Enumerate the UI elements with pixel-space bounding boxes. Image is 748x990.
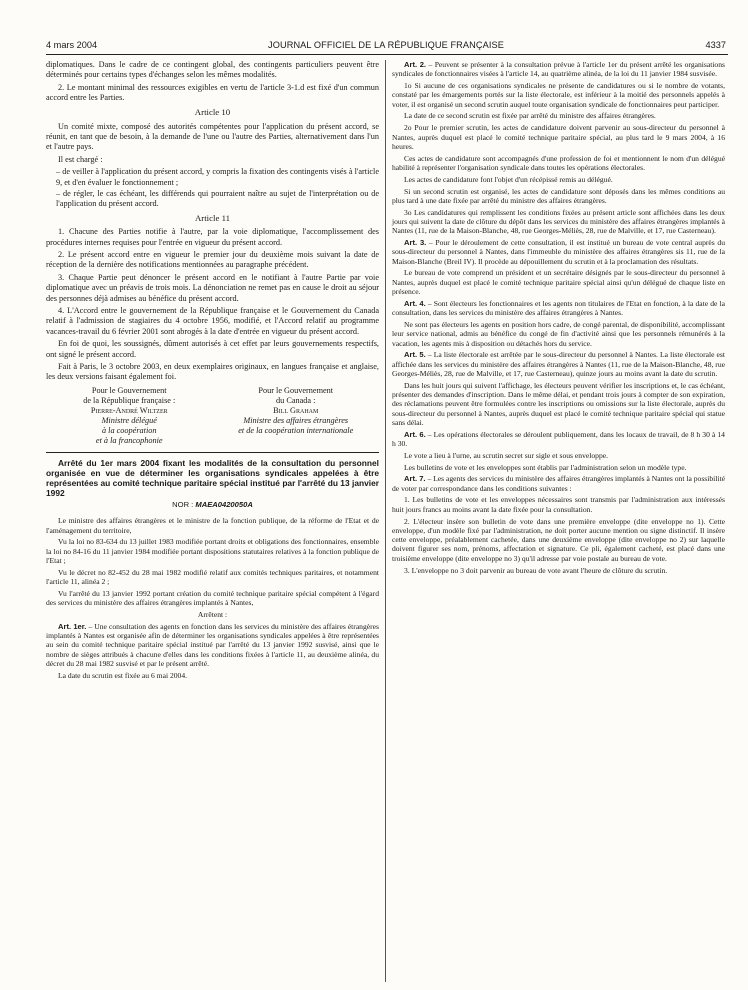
nor-label: NOR : — [172, 500, 194, 510]
article-text: – Sont électeurs les fonctionnaires et les agents non titulaires de l'Etat en fonction, à la date de la consultation, dans les services du ministère des affaires étrangères à Nantes. — [392, 298, 725, 318]
paragraph: 2. Le montant minimal des ressources exigibles en vertu de l'article 3-1.d est fixé d'un commun accord entre les Parties. — [46, 82, 379, 103]
arrete-title: Arrêté du 1er mars 2004 fixant les modalités de la consultation du personnel organisée en vue de déterminer les organisations syndicales appelées à être représentées au comité technique paritaire spécial institué par l'arrêté du 13 janvier 1992 — [46, 457, 379, 498]
paragraph: Ne sont pas électeurs les agents en position hors cadre, de congé parental, de disponibilité, accomplissant leur service national, admis au bénéfice du congé de fin d'activité ainsi que les personnels rémunérés à la vacation, les agents mis à disposition ou détachés hors du service. — [392, 319, 725, 348]
right-column — [392, 60, 725, 577]
article-3 — [392, 238, 725, 266]
paragraph: Si un second scrutin est organisé, les actes de candidature sont déposés dans les mêmes conditions au plus tard à une date fixée par arrêté du ministre des affaires étrangères. — [392, 186, 725, 205]
paragraph: 2. L'électeur insère son bulletin de vote dans une première enveloppe (dite enveloppe no 1). Cette enveloppe, d'un modèle fixé par l'administration, ne doit porter aucune mention ou signe distinctif. Il insère cette enveloppe, préalablement cachetée, dans une deuxième enveloppe (dite enveloppe no 2) sur laquelle doivent figurer ses nom, prénoms, affectation et signature. Ce pli, également cacheté, est placé dans une troisième enveloppe (dite enveloppe no 3) qu'il adresse par voie postale au bureau de vote. — [392, 516, 725, 563]
paragraph: Les bulletins de vote et les enveloppes sont établis par l'administration selon un modèle type. — [404, 462, 687, 472]
left-column — [46, 60, 379, 683]
issue-date: 4 mars 2004 — [46, 40, 98, 50]
sig-role: à la coopération — [101, 425, 157, 435]
article-text: – Les opérations électorales se déroulent publiquement, dans les locaux de travail, de 8 h 30 à 14 h 30. — [392, 429, 725, 448]
arretent: Arrêtent : — [197, 610, 228, 620]
sig-line: Pour le Gouvernement — [258, 385, 334, 395]
paragraph: Vu l'arrêté du 13 janvier 1992 portant création du comité technique paritaire spécial compétent à l'égard des services du ministère des affaires étrangères implantés à Nantes, — [46, 588, 379, 608]
article-text: – Pour le déroulement de cette consultation, il est institué un bureau de vote central auprès du sous-directeur du personnel à Nantes, dans l'immeuble du ministère des affaires étrangères sis 11, rue de la Maison-Blanche (Breil IV). Il procède au dépouillement du scrutin et à la proclamation des résultats. — [392, 238, 725, 266]
visas — [46, 516, 379, 680]
sig-role: Ministre délégué — [101, 415, 157, 425]
signature-canada — [213, 386, 380, 446]
dash-item: – de veiller à l'application du présent accord, y compris la fixation des contingents visés à l'article 9, et d'en évaluer le fonctionnement ; — [56, 167, 379, 187]
article-label: Art. 6. — [404, 429, 426, 439]
dash-item: – de régler, le cas échéant, les différends qui pourraient naître au sujet de l'interprétation ou de l'application du présent accord. — [56, 188, 379, 208]
paragraph: 4. L'Accord entre le gouvernement de la République française et le Gouvernement du Canada relatif à l'admission de stagiaires du 4 octobre 1956, modifié, et l'Accord relatif au programme vacances-travail du 6 février 2001 sont abrogés à la date d'entrée en vigueur du présent accord. — [46, 306, 379, 336]
article-6 — [392, 430, 725, 449]
article-label: Art. 4. — [404, 298, 426, 308]
paragraph: diplomatiques. Dans le cadre de ce contingent global, des contingents particuliers peuvent être déterminés pour certains types d'échanges selon les mêmes modalités. — [46, 60, 379, 80]
nor-reference — [46, 500, 379, 510]
paragraph: Les actes de candidature font l'objet d'un récépissé remis au délégué. — [404, 174, 613, 184]
column-divider — [385, 60, 386, 982]
article-text: – Une consultation des agents en fonction dans les services du ministère des affaires étrangères implantés à Nantes est organisée afin de déterminer les organisations syndicales appelées à être représentées au sein du comité technique paritaire spécial institué par l'arrêté du 13 janvier 1992 susvisé, ainsi que le nombre de sièges attribués à chacune d'elles dans les conditions fixées à l'article 11, au deuxième alinéa, du décret du 28 mai 1982 susvisé et par le présent arrêté. — [46, 621, 380, 669]
header-rule — [46, 54, 728, 55]
paragraph: En foi de quoi, les soussignés, dûment autorisés à cet effet par leurs gouvernements respectifs, ont signé le présent accord. — [46, 339, 379, 359]
article-text: – Peuvent se présenter à la consultation prévue à l'article 1er du présent arrêté les organisations syndicales de fonctionnaires visées à l'article 14, au quatrième alinéa, de la loi du 11 janvier 1984 susvisée. — [392, 60, 725, 79]
paragraph: 1o Si aucune de ces organisations syndicales ne présente de candidatures ou si le nombre de votants, constaté par les émargements portés sur la liste électorale, est inférieur à la moitié des personnels appelés à voter, il est organisé un second scrutin auquel toute organisation syndicale de fonctionnaires peut participer. — [392, 81, 725, 109]
article-4 — [392, 299, 725, 318]
article-label: Art. 3. — [404, 238, 427, 248]
paragraph: 3. Chaque Partie peut dénoncer le présent accord en le notifiant à l'autre Partie par voie diplomatique avec un préavis de trois mois. La dénonciation ne remet pas en cause le droit au séjour des personnes déjà admises au bénéfice du présent accord. — [46, 273, 379, 303]
page-header — [46, 40, 726, 54]
paragraph: Dans les huit jours qui suivent l'affichage, les électeurs peuvent vérifier les inscriptions et, le cas échéant, présenter des demandes d'inscription. Dans le même délai, et pendant trois jours à compter de son expiration, des réclamations peuvent être formulées contre les inscriptions ou omissions sur la liste électorale, auprès du sous-directeur du personnel à Nantes, auprès duquel est placé le comité technique paritaire spécial qui statue sans délai. — [392, 380, 725, 427]
paragraph: Vu le décret no 82-452 du 28 mai 1982 modifié relatif aux comités techniques paritaires, et notamment l'article 11, alinéa 2 ; — [46, 567, 379, 587]
signature-france — [46, 386, 213, 446]
signatory-name: Bill Graham — [273, 405, 319, 415]
paragraph: 3o Les candidatures qui remplissent les conditions fixées au présent article sont affichées dans les deux jours qui suivent la date de clôture du dépôt dans les services du ministère des affaires étrangères implantés à Nantes (11, rue de la Maison-Blanche, 48, rue Georges-Méliès, 28, rue de Malville, et 17, rue Casterneau). — [392, 207, 725, 236]
article-1 — [46, 622, 379, 668]
sig-line: de la République française : — [83, 395, 176, 405]
article-text: – La liste électorale est arrêtée par le sous-directeur du personnel à Nantes. La liste électorale est affichée dans les services du ministère des affaires étrangères à Nantes (11, rue de la Maison-Blanche, 48, rue Georges-Méliès, 28, rue de Malville, et 17, rue Casterneau), quinze jours au moins avant la date du scrutin. — [392, 350, 726, 378]
paragraph: 2. Le présent accord entre en vigueur le premier jour du deuxième mois suivant la date de réception de la dernière des notifications mentionnées au paragraphe précédent. — [46, 250, 379, 270]
nor-code: MAEA0420050A — [195, 500, 253, 510]
paragraph: 1. Les bulletins de vote et les enveloppes nécessaires sont transmis par l'administration aux intéressés huit jours francs au moins avant la date fixée pour la consultation. — [392, 495, 725, 514]
paragraph: Le ministre des affaires étrangères et le ministre de la fonction publique, de la réforme de l'Etat et de l'aménagement du territoire, — [46, 516, 379, 535]
article-label: Art. 2. — [404, 60, 427, 69]
section-rule — [46, 452, 379, 453]
paragraph: Il est chargé : — [58, 154, 103, 164]
sig-role: et à la francophonie — [95, 435, 163, 445]
sig-line: du Canada : — [276, 395, 316, 405]
article-5 — [392, 350, 725, 378]
article-text: – Les agents des services du ministère des affaires étrangères implantés à Nantes ont la possibilité de voter par correspondance dans les conditions suivantes : — [392, 474, 725, 493]
article-label: Art. 1er. — [58, 621, 87, 631]
paragraph: Un comité mixte, composé des autorités compétentes pour l'application du présent accord, se réunit, en tant que de besoin, à la demande de l'une ou l'autre des Parties, alternativement dans l'un et l'autre pays. — [46, 121, 379, 151]
paragraph: Fait à Paris, le 3 octobre 2003, en deux exemplaires originaux, en langues française et anglaise, les deux versions faisant également foi. — [46, 362, 379, 382]
article-2 — [392, 60, 725, 79]
paragraph: 1. Chacune des Parties notifie à l'autre, par la voie diplomatique, l'accomplissement des procédures internes requises pour l'entrée en vigueur du présent accord. — [46, 227, 379, 247]
article-label: Art. 7. — [404, 474, 426, 484]
paragraph: 2o Pour le premier scrutin, les actes de candidature doivent parvenir au sous-directeur du personnel à Nantes, auprès duquel est placé le comité technique paritaire spécial, au plus tard le 9 mars 2004, à 16 heures. — [392, 123, 725, 151]
article-7 — [392, 474, 725, 493]
signatures — [46, 386, 379, 446]
article-label: Art. 5. — [404, 350, 426, 360]
paragraph: Vu la loi no 83-634 du 13 juillet 1983 modifiée portant droits et obligations des fonctionnaires, ensemble la loi no 84-16 du 11 janvier 1984 modifiée portant dispositions statutaires relatives à la fonction publique de l'Etat ; — [46, 537, 379, 566]
page-number: 4337 — [705, 40, 726, 50]
journal-title: JOURNAL OFFICIEL DE LA RÉPUBLIQUE FRANÇAISE — [268, 40, 504, 50]
article-heading: Article 10 — [194, 107, 231, 118]
sig-role: Ministre des affaires étrangères — [243, 415, 349, 425]
sig-line: Pour le Gouvernement — [91, 385, 167, 395]
paragraph: Ces actes de candidature sont accompagnés d'une profession de foi et mentionnent le nom d'un délégué habilité à représenter l'organisation syndicale dans toutes les opérations électorales. — [392, 153, 725, 172]
paragraph: 3. L'enveloppe no 3 doit parvenir au bureau de vote avant l'heure de clôture du scrutin. — [404, 565, 668, 575]
paragraph: La date du scrutin est fixée au 6 mai 2004. — [58, 670, 188, 680]
paragraph: Le vote a lieu à l'urne, au scrutin secret sur sigle et sous enveloppe. — [404, 450, 609, 460]
paragraph: La date de ce second scrutin est fixée par arrêté du ministre des affaires étrangères. — [404, 111, 656, 121]
paragraph: Le bureau de vote comprend un président et un secrétaire désignés par le sous-directeur du personnel à Nantes, auprès duquel est placé le comité technique paritaire spécial ainsi qu'un délégué de chaque liste en présence. — [392, 268, 725, 297]
article-heading: Article 11 — [194, 213, 231, 224]
signatory-name: Pierre-André Wiltzer — [90, 405, 168, 415]
sig-role: et de la coopération internationale — [238, 425, 354, 435]
